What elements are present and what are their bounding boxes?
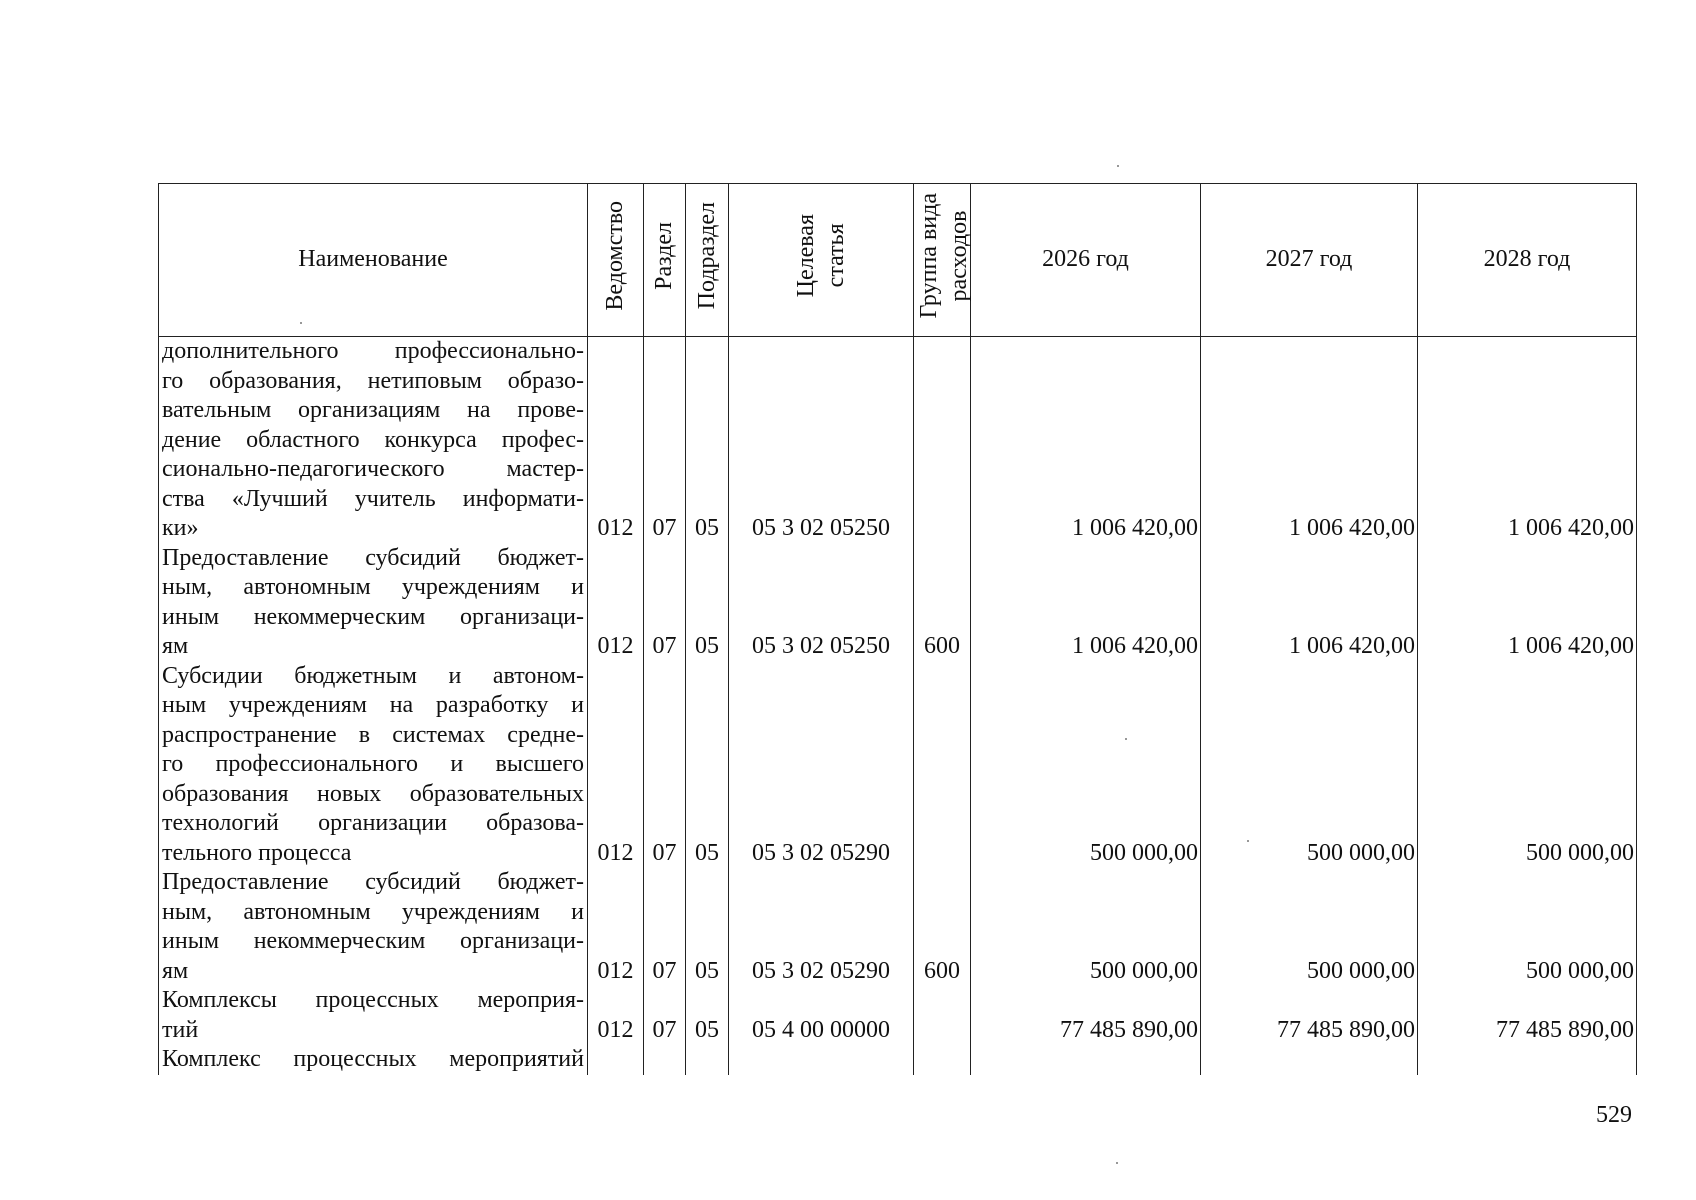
cell-year-2027: 500 000,00 bbox=[1201, 868, 1418, 986]
header-year-2028-label: 2028 год bbox=[1483, 246, 1571, 273]
cell-razdel: 07 bbox=[644, 544, 686, 662]
cell-name-line: ям bbox=[162, 633, 189, 659]
cell-celevaya bbox=[729, 1045, 914, 1075]
table-row bbox=[159, 544, 1637, 662]
cell-celevaya: 05 3 02 05290 bbox=[729, 662, 914, 869]
cell-name-line: Субсидии бюджетным и автоном- bbox=[162, 662, 584, 689]
cell-name bbox=[159, 544, 588, 662]
cell-name-line: Комплекс процессных мероприятий bbox=[162, 1046, 584, 1072]
cell-podrazdel: 05 bbox=[686, 986, 729, 1045]
cell-gruppa: 600 bbox=[914, 544, 971, 662]
cell-gruppa bbox=[914, 337, 971, 544]
cell-podrazdel: 05 bbox=[686, 662, 729, 869]
scan-speck bbox=[1116, 1162, 1118, 1164]
cell-name-line: иным некоммерческим организаци- bbox=[162, 603, 584, 630]
cell-podrazdel: 05 bbox=[686, 868, 729, 986]
cell-name-line: образования новых образовательных bbox=[162, 780, 584, 807]
cell-razdel: 07 bbox=[644, 986, 686, 1045]
header-name-label: Наименование bbox=[298, 246, 448, 273]
cell-year-2026: 1 006 420,00 bbox=[971, 544, 1201, 662]
cell-name-line: тий bbox=[162, 1016, 199, 1043]
cell-gruppa: 600 bbox=[914, 868, 971, 986]
cell-gruppa bbox=[914, 662, 971, 869]
cell-year-2026: 500 000,00 bbox=[971, 868, 1201, 986]
cell-vedomstvo: 012 bbox=[588, 868, 644, 986]
cell-name-line: вательным организациям на прове- bbox=[162, 397, 584, 423]
header-year-2026 bbox=[971, 184, 1201, 337]
cell-year-2028: 500 000,00 bbox=[1418, 868, 1637, 986]
table-row bbox=[159, 662, 1637, 869]
cell-name-line: ки» bbox=[162, 515, 199, 541]
cell-name bbox=[159, 1045, 588, 1075]
cell-name-line: иным некоммерческим организаци- bbox=[162, 928, 584, 954]
header-name bbox=[159, 184, 588, 337]
cell-vedomstvo: 012 bbox=[588, 986, 644, 1045]
scan-speck bbox=[1117, 165, 1119, 167]
cell-vedomstvo: 012 bbox=[588, 337, 644, 544]
header-celevaya bbox=[729, 184, 914, 337]
header-vedomstvo-label: Ведомство bbox=[602, 200, 628, 311]
cell-name-line: дение областного конкурса профес- bbox=[162, 426, 584, 453]
table-row bbox=[159, 1045, 1637, 1075]
header-podrazdel bbox=[686, 184, 729, 337]
cell-name-line: технологий организации образова- bbox=[162, 810, 584, 836]
header-celevaya-label: Целевая статья bbox=[793, 214, 849, 298]
cell-gruppa bbox=[914, 1045, 971, 1075]
cell-name bbox=[159, 662, 588, 869]
cell-name-line: Предоставление субсидий бюджет- bbox=[162, 869, 584, 895]
header-podrazdel-label: Подраздел bbox=[693, 202, 720, 310]
cell-razdel bbox=[644, 1045, 686, 1075]
cell-podrazdel: 05 bbox=[686, 337, 729, 544]
cell-year-2027: 500 000,00 bbox=[1201, 662, 1418, 869]
cell-name-line: сионально-педагогического мастер- bbox=[162, 456, 584, 482]
cell-name-line: распространение в системах средне- bbox=[162, 721, 584, 748]
table-row bbox=[159, 986, 1637, 1045]
header-razdel bbox=[644, 184, 686, 337]
header-year-2028 bbox=[1418, 184, 1637, 337]
header-gruppa-label: Группа вида расходов bbox=[916, 193, 972, 319]
cell-year-2026 bbox=[971, 1045, 1201, 1075]
cell-year-2026: 1 006 420,00 bbox=[971, 337, 1201, 544]
cell-celevaya: 05 3 02 05290 bbox=[729, 868, 914, 986]
table-header-row bbox=[159, 184, 1637, 337]
scan-speck bbox=[1247, 840, 1249, 842]
cell-razdel: 07 bbox=[644, 337, 686, 544]
header-year-2027-label: 2027 год bbox=[1265, 246, 1353, 273]
cell-name-line: го образования, нетиповым образо- bbox=[162, 367, 584, 394]
cell-name-line: Предоставление субсидий бюджет- bbox=[162, 544, 584, 571]
header-year-2026-label: 2026 год bbox=[1042, 246, 1129, 273]
cell-name-line: ным, автономным учреждениям и bbox=[162, 574, 584, 600]
header-year-2027 bbox=[1201, 184, 1418, 337]
cell-year-2028: 1 006 420,00 bbox=[1418, 337, 1637, 544]
cell-name-line: ным, автономным учреждениям и bbox=[162, 898, 584, 925]
cell-year-2027 bbox=[1201, 1045, 1418, 1075]
page-number: 529 bbox=[1596, 1102, 1632, 1128]
cell-year-2028: 77 485 890,00 bbox=[1418, 986, 1637, 1045]
cell-celevaya: 05 4 00 00000 bbox=[729, 986, 914, 1045]
cell-name-line: дополнительного профессионально- bbox=[162, 338, 584, 364]
cell-vedomstvo: 012 bbox=[588, 544, 644, 662]
cell-year-2028 bbox=[1418, 1045, 1637, 1075]
table-row bbox=[159, 337, 1637, 544]
cell-year-2026: 77 485 890,00 bbox=[971, 986, 1201, 1045]
cell-year-2027: 1 006 420,00 bbox=[1201, 337, 1418, 544]
cell-razdel: 07 bbox=[644, 662, 686, 869]
cell-name-line: ным учреждениям на разработку и bbox=[162, 692, 584, 718]
cell-year-2027: 77 485 890,00 bbox=[1201, 986, 1418, 1045]
cell-name-line: ства «Лучший учитель информати- bbox=[162, 485, 584, 512]
table-body bbox=[159, 337, 1637, 1075]
cell-vedomstvo: 012 bbox=[588, 662, 644, 869]
cell-year-2026: 500 000,00 bbox=[971, 662, 1201, 869]
cell-razdel: 07 bbox=[644, 868, 686, 986]
scan-speck bbox=[1125, 738, 1127, 740]
cell-celevaya: 05 3 02 05250 bbox=[729, 544, 914, 662]
cell-name bbox=[159, 337, 588, 544]
cell-podrazdel: 05 bbox=[686, 544, 729, 662]
budget-table bbox=[158, 183, 1637, 1075]
cell-celevaya: 05 3 02 05250 bbox=[729, 337, 914, 544]
cell-year-2028: 1 006 420,00 bbox=[1418, 544, 1637, 662]
cell-name-line: го профессионального и высшего bbox=[162, 751, 584, 777]
header-razdel-label: Раздел bbox=[651, 221, 677, 290]
cell-vedomstvo bbox=[588, 1045, 644, 1075]
cell-gruppa bbox=[914, 986, 971, 1045]
scan-speck bbox=[300, 322, 302, 324]
cell-name bbox=[159, 868, 588, 986]
cell-name-line: Комплексы процессных мероприя- bbox=[162, 987, 584, 1013]
cell-podrazdel bbox=[686, 1045, 729, 1075]
header-gruppa bbox=[914, 184, 971, 337]
cell-year-2027: 1 006 420,00 bbox=[1201, 544, 1418, 662]
cell-name bbox=[159, 986, 588, 1045]
cell-year-2028: 500 000,00 bbox=[1418, 662, 1637, 869]
header-vedomstvo bbox=[588, 184, 644, 337]
table-row bbox=[159, 868, 1637, 986]
cell-name-line: ям bbox=[162, 957, 189, 984]
cell-name-line: тельного процесса bbox=[162, 839, 352, 866]
